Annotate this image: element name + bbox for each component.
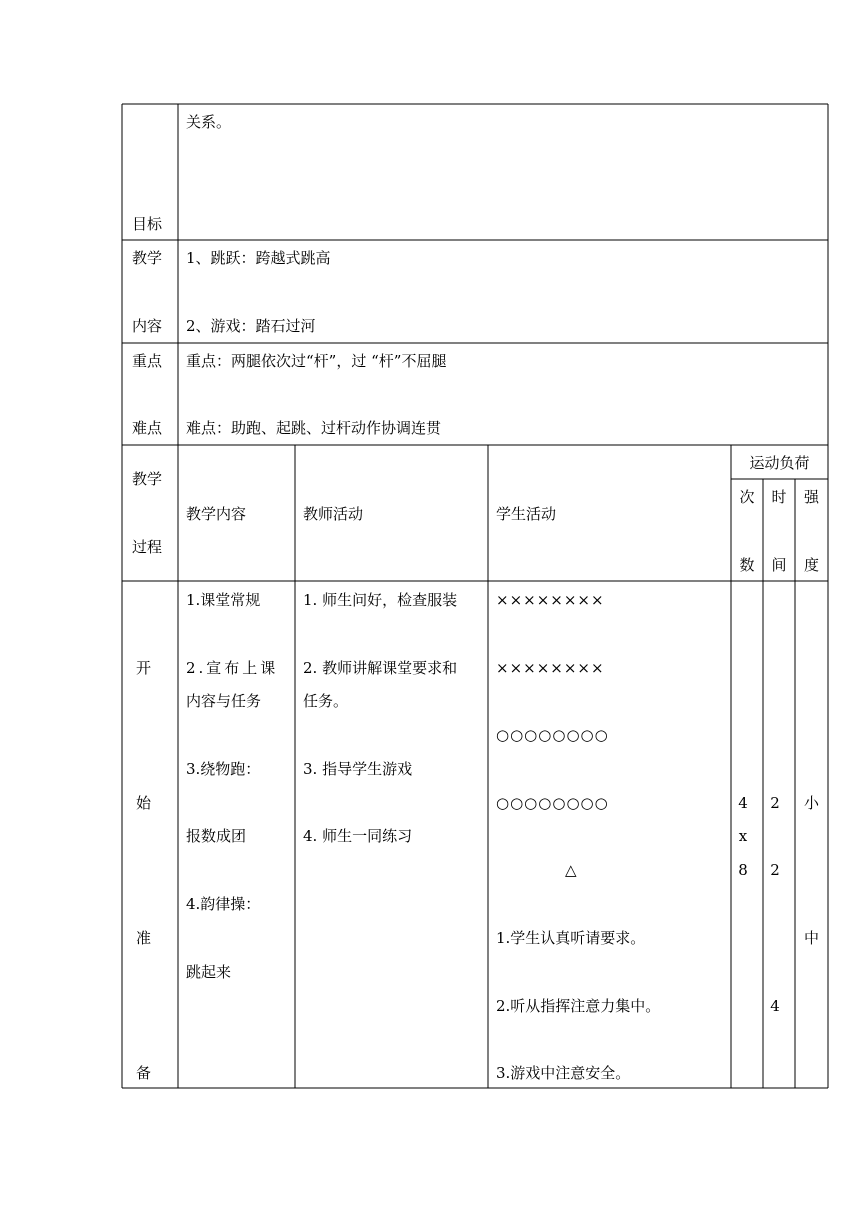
time-value: 2 (770, 861, 780, 879)
section-label-char: 备 (136, 1064, 152, 1082)
teacher-line: 任务。 (303, 692, 349, 710)
process-label-1: 教学 (132, 470, 163, 488)
content-label-1: 教学 (132, 249, 163, 267)
content-item-1: 1、跳跃：跨越式跳高 (186, 249, 331, 267)
intensity-value: 小 (803, 794, 819, 812)
times-value: 8 (738, 861, 748, 879)
header-intensity-1: 强 (803, 488, 819, 506)
content-item-2: 2、游戏：踏石过河 (186, 317, 316, 335)
header-exercise-load: 运动负荷 (749, 454, 810, 472)
process-label-2: 过程 (132, 538, 163, 556)
intensity-value: 中 (803, 929, 819, 947)
header-time-2: 间 (771, 556, 787, 574)
header-times-2: 数 (739, 556, 755, 574)
header-teacher-activity: 教师活动 (303, 505, 364, 523)
formation-row-x: ×××××××× (496, 659, 605, 677)
header-times-1: 次 (739, 488, 755, 506)
student-line: 3.游戏中注意安全。 (496, 1064, 631, 1082)
student-line: 1.学生认真听请要求。 (496, 929, 646, 947)
times-value: 4 (738, 794, 748, 812)
difficult-label: 难点 (132, 419, 163, 437)
times-value: x (738, 827, 748, 845)
objective-label: 目标 (132, 215, 163, 233)
content-line: 4.韵律操： (186, 895, 261, 913)
time-value: 2 (770, 794, 780, 812)
key-point-text: 重点：两腿依次过“杆”，过 “杆”不屈腿 (186, 352, 447, 370)
teacher-line: 1. 师生问好，检查服装 (303, 591, 458, 609)
section-label-char: 准 (136, 929, 152, 947)
section-label-char: 始 (136, 794, 152, 812)
section-label-char: 开 (136, 659, 152, 677)
content-line: 3.绕物跑： (186, 760, 261, 778)
content-line: 2.宣布上课 (186, 659, 279, 677)
content-line: 报数成团 (186, 827, 247, 845)
formation-row-o: ○○○○○○○○ (496, 726, 609, 744)
header-student-activity: 学生活动 (496, 505, 557, 523)
difficult-point-text: 难点：助跑、起跳、过杆动作协调连贯 (186, 419, 442, 437)
content-label-2: 内容 (132, 317, 163, 335)
header-teaching-content: 教学内容 (186, 505, 247, 523)
content-line: 跳起来 (186, 963, 232, 981)
formation-row-o: ○○○○○○○○ (496, 794, 609, 812)
objective-text: 关系。 (186, 113, 232, 131)
header-intensity-2: 度 (803, 556, 819, 574)
teacher-line: 4. 师生一同练习 (303, 827, 413, 845)
header-time-1: 时 (771, 488, 787, 506)
teacher-line: 3. 指导学生游戏 (303, 760, 413, 778)
formation-row-x: ×××××××× (496, 591, 605, 609)
content-line: 1.课堂常规 (186, 591, 261, 609)
content-line: 内容与任务 (186, 692, 262, 710)
teacher-position-mark: △ (565, 861, 577, 879)
teacher-line: 2. 教师讲解课堂要求和 (303, 659, 458, 677)
time-value: 4 (770, 997, 780, 1015)
key-label: 重点 (132, 352, 163, 370)
student-line: 2.听从指挥注意力集中。 (496, 997, 661, 1015)
